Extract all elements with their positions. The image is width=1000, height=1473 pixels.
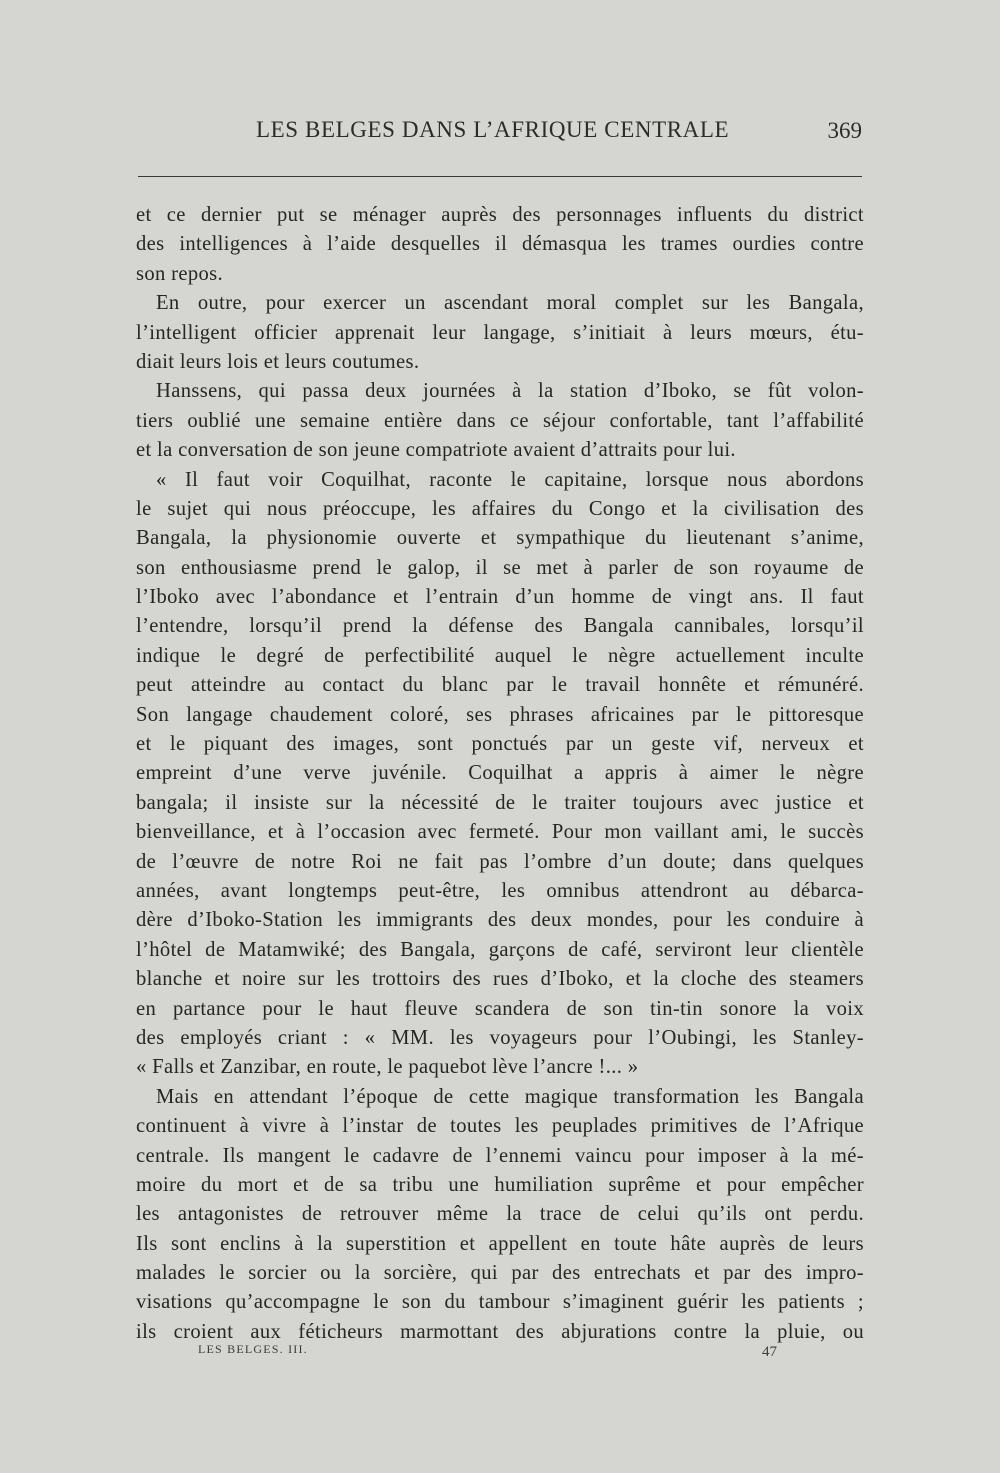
text-line: visations qu’accompagne le son du tambour s’imaginent guérir les patients ; — [136, 1291, 864, 1314]
text-line: « Il faut voir Coquilhat, raconte le capitaine, lorsque nous abordons — [156, 468, 864, 491]
text-line: empreint d’une verve juvénile. Coquilhat a appris à aimer le nègre — [136, 762, 864, 785]
text-line: indique le degré de perfectibilité auquel le nègre actuellement inculte — [136, 644, 864, 667]
text-line: Son langage chaudement coloré, ses phrases africaines par le pittoresque — [136, 703, 864, 726]
text-line: peut atteindre au contact du blanc par le travail honnête et rémunéré. — [136, 674, 864, 697]
text-line: l’hôtel de Matamwiké; des Bangala, garçons de café, serviront leur clientèle — [136, 938, 864, 961]
running-title: LES BELGES DANS L’AFRIQUE CENTRALE — [256, 117, 730, 142]
text-line: continuent à vivre à l’instar de toutes les peuplades primitives de l’Afrique — [136, 1115, 864, 1138]
sheet-number: 47 — [762, 1344, 777, 1360]
page-footer — [198, 1340, 798, 1360]
text-line: de l’œuvre de notre Roi ne fait pas l’ombre d’un doute; dans quelques — [136, 850, 864, 873]
text-line: tiers oublié une semaine entière dans ce séjour confortable, tant l’affabilité — [136, 409, 864, 432]
text-line: et le piquant des images, sont ponctués par un geste vif, nerveux et — [136, 733, 864, 756]
text-line: blanche et noire sur les trottoirs des rues d’Iboko, et la cloche des steamers — [136, 968, 864, 991]
text-line: les antagonistes de retrouver même la trace de celui qu’ils ont perdu. — [136, 1203, 864, 1226]
text-line: Ils sont enclins à la superstition et appellent en toute hâte auprès de leurs — [136, 1232, 864, 1255]
page-number: 369 — [827, 118, 862, 143]
text-line: dère d’Iboko-Station les immigrants des deux mondes, pour les conduire à — [136, 909, 864, 932]
text-line: des employés criant : « MM. les voyageurs pour l’Oubingi, les Stanley- — [136, 1026, 864, 1049]
text-line: centrale. Ils mangent le cadavre de l’ennemi vaincu pour imposer à la mé- — [136, 1144, 864, 1167]
text-line: et ce dernier put se ménager auprès des personnages influents du district — [136, 204, 864, 226]
text-line: son repos. — [136, 262, 224, 285]
text-line: en partance pour le haut fleuve scandera de son tin-tin sonore la voix — [136, 997, 864, 1020]
text-line: bangala; il insiste sur la nécessité de le traiter toujours avec justice et — [136, 791, 864, 814]
text-line: le sujet qui nous préoccupe, les affaires du Congo et la civilisation des — [136, 497, 864, 520]
text-line: Bangala, la physionomie ouverte et sympathique du lieutenant s’anime, — [136, 527, 864, 550]
text-line: des intelligences à l’aide desquelles il démasqua les trames ourdies contre — [136, 233, 864, 256]
text-line: son enthousiasme prend le galop, il se met à parler de son royaume de — [136, 556, 864, 579]
text-line: l’Iboko avec l’abondance et l’entrain d’un homme de vingt ans. Il faut — [136, 586, 864, 609]
text-line: l’intelligent officier apprenait leur langage, s’initiait à leurs mœurs, étu- — [136, 321, 864, 344]
text-line: En outre, pour exercer un ascendant moral complet sur les Bangala, — [156, 292, 864, 315]
body-text — [136, 201, 864, 1347]
text-line: moire du mort et de sa tribu une humiliation suprême et pour empêcher — [136, 1173, 864, 1196]
text-line: ils croient aux féticheurs marmottant des abjurations contre la pluie, ou — [136, 1320, 864, 1343]
text-line: et la conversation de son jeune compatriote avaient d’attraits pour lui. — [136, 439, 736, 462]
text-line: malades le sorcier ou la sorcière, qui par des entrechats et par des impro- — [136, 1262, 864, 1285]
text-line: « Falls et Zanzibar, en route, le paquebot lève l’ancre !... » — [136, 1056, 639, 1079]
signature-mark: LES BELGES. III. — [198, 1342, 308, 1356]
text-line: diait leurs lois et leurs coutumes. — [136, 350, 420, 373]
text-line: l’entendre, lorsqu’il prend la défense des Bangala cannibales, lorsqu’il — [136, 615, 864, 638]
running-head — [140, 117, 862, 147]
text-line: Mais en attendant l’époque de cette magique transformation les Bangala — [156, 1085, 864, 1108]
header-rule — [138, 176, 862, 177]
text-line: bienveillance, et à l’occasion avec fermeté. Pour mon vaillant ami, le succès — [136, 821, 864, 844]
text-line: années, avant longtemps peut-être, les omnibus attendront au débarca- — [136, 879, 864, 902]
text-line: Hanssens, qui passa deux journées à la station d’Iboko, se fût volon- — [156, 380, 864, 403]
